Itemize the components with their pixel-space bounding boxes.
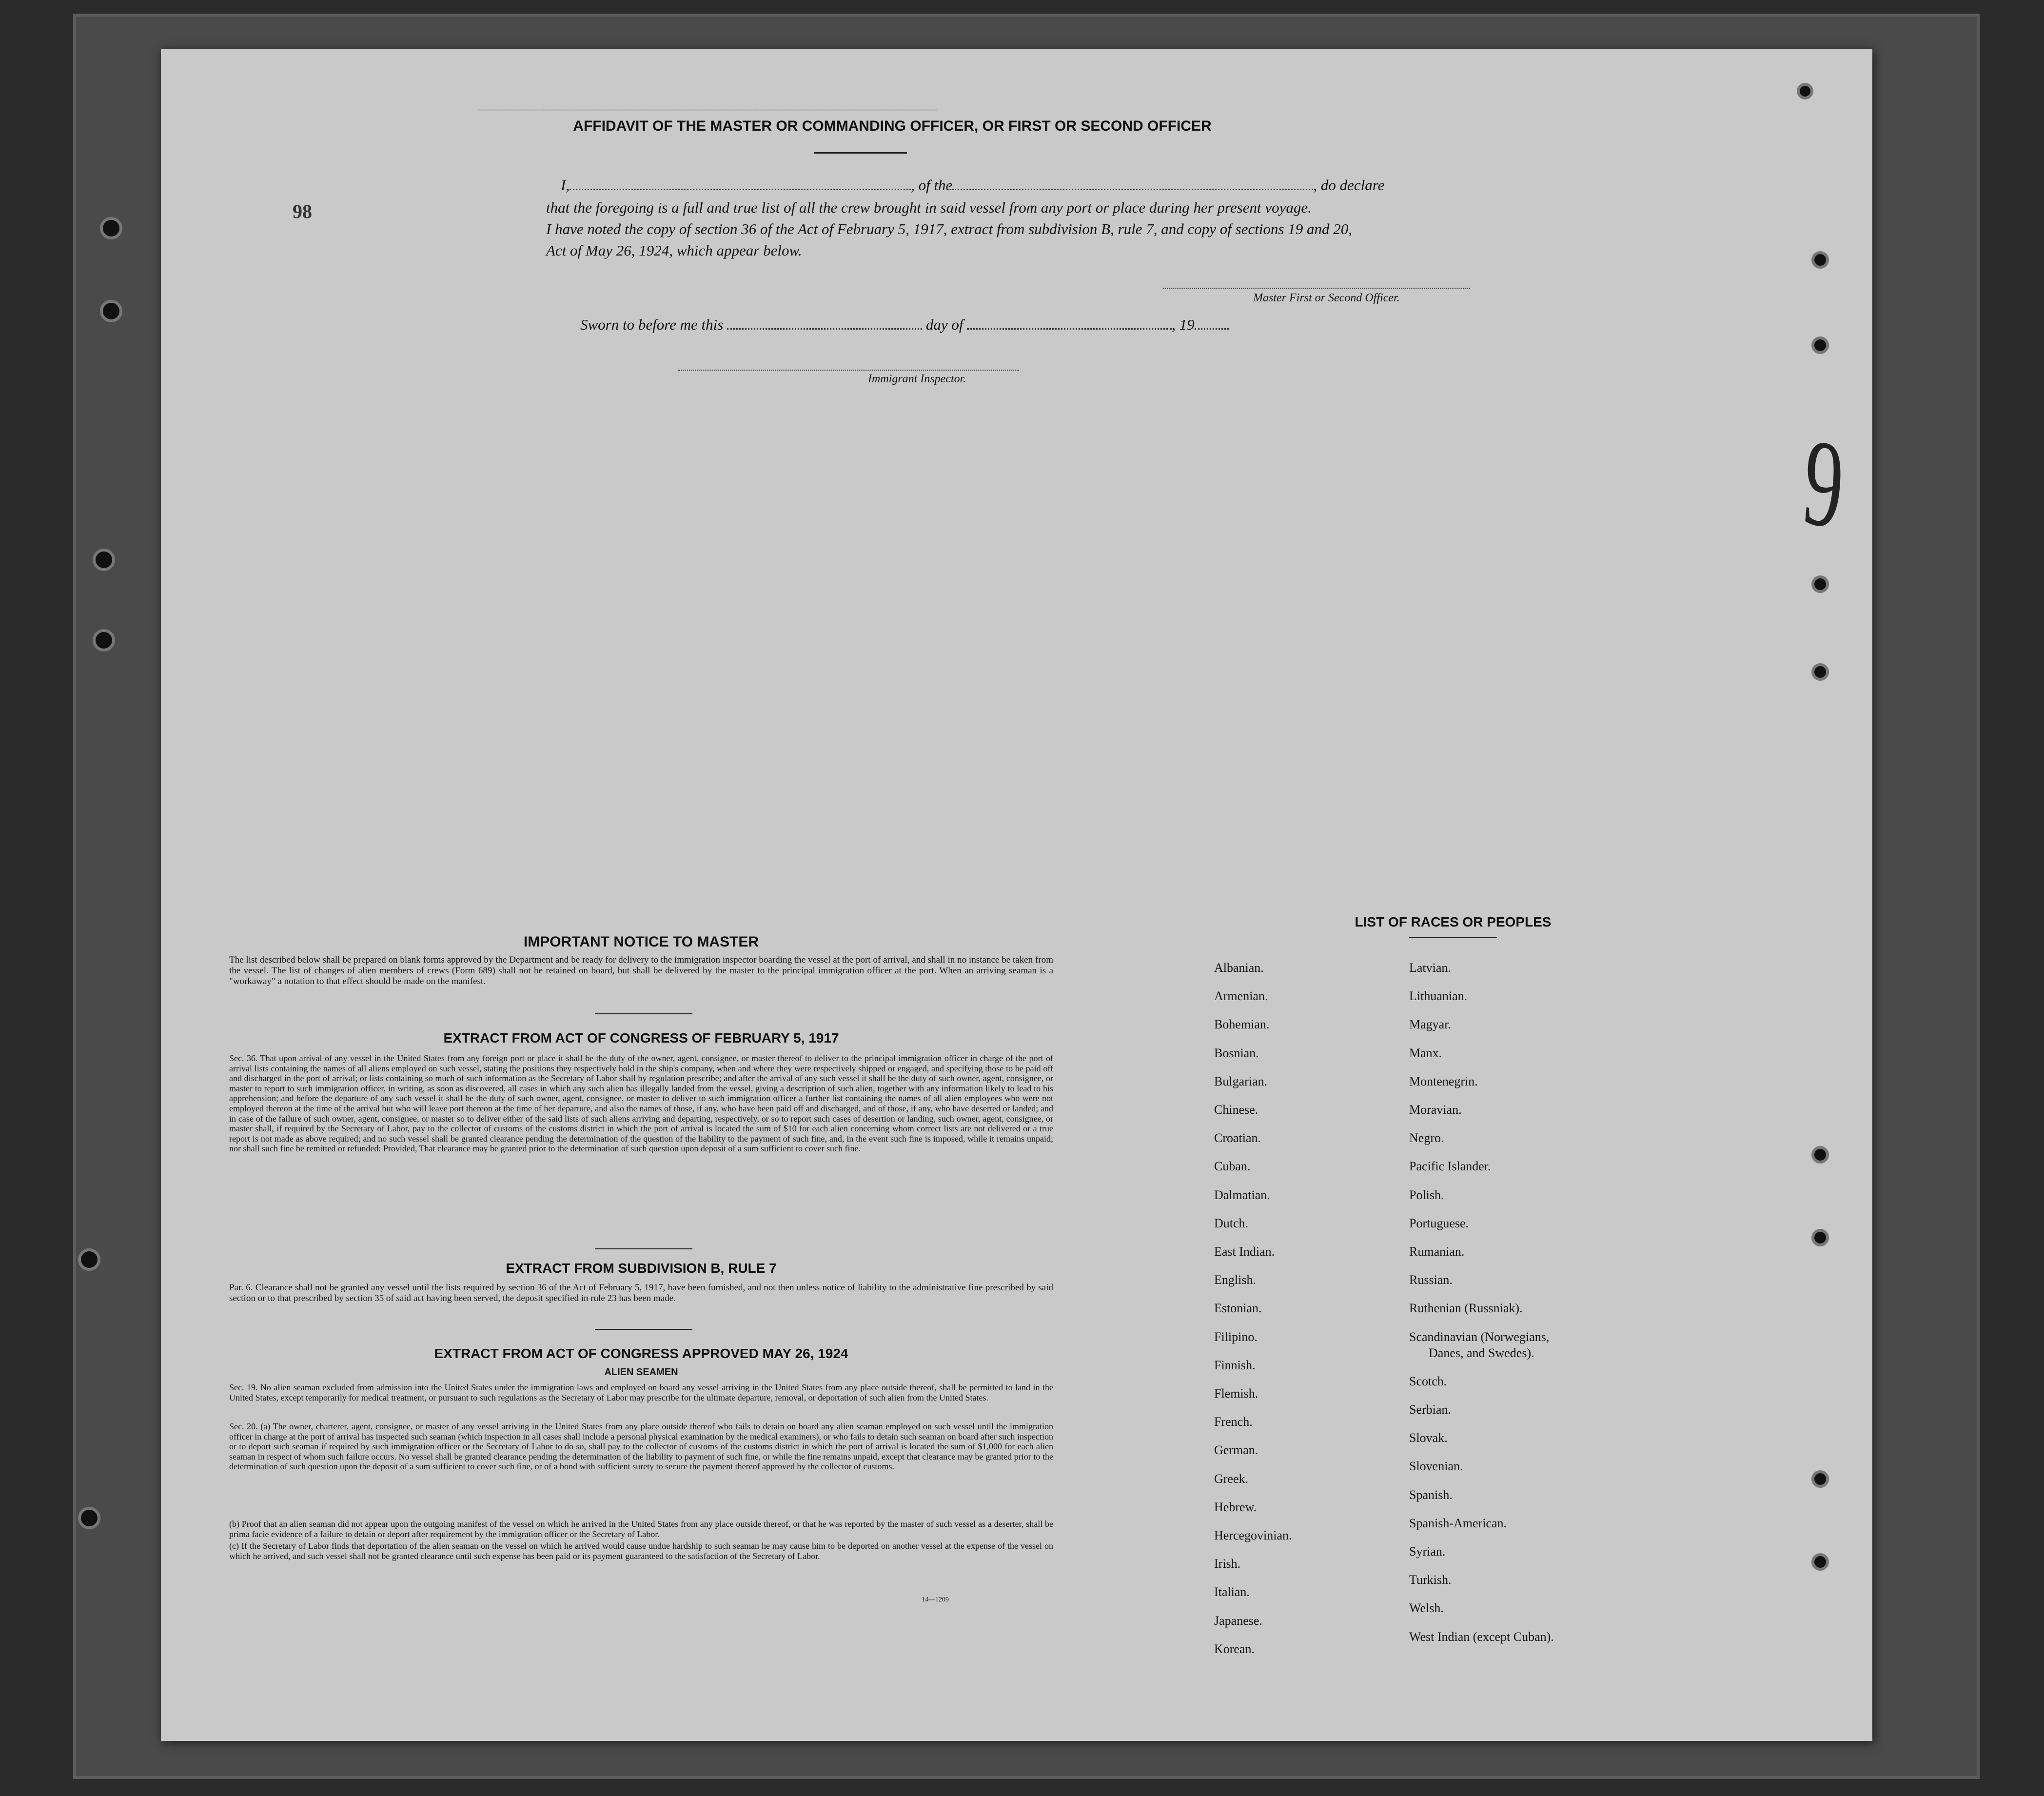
punch-hole [1797,83,1813,99]
race-item: Filipino. [1214,1329,1258,1344]
race-item: Spanish-American. [1409,1516,1507,1530]
affidavit-line-3: I have noted the copy of section 36 of the Act of February 5, 1917, extract from subdivision B, rule 7, and copy of sections 19 and 20, [546,220,1353,237]
affidavit-title: AFFIDAVIT OF THE MASTER OR COMMANDING OFFICER, OR FIRST OR SECOND OFFICER [573,118,1212,134]
race-item: Dalmatian. [1214,1187,1270,1202]
race-item: Albanian. [1214,961,1264,975]
divider [1409,937,1497,938]
affidavit-of-the: , of the [911,177,953,194]
race-item: Croatian. [1214,1131,1261,1145]
binder-hole [78,1248,100,1271]
race-item: Danes, and Swedes). [1429,1345,1534,1360]
race-item: Italian. [1214,1585,1250,1599]
master-signature-line[interactable] [1163,288,1470,289]
race-item: Cuban. [1214,1159,1251,1174]
affidavit-declare: , do declare [1313,177,1385,194]
race-item: Greek. [1214,1471,1249,1486]
extract-1924-title: EXTRACT FROM ACT OF CONGRESS APPROVED MAY 26, 1924 [434,1346,848,1361]
race-item: Slovak. [1409,1431,1448,1445]
race-item: Bohemian. [1214,1017,1270,1032]
day-of-label: day of [925,316,963,333]
extract-1917-title: EXTRACT FROM ACT OF CONGRESS OF FEBRUARY 5, 1917 [443,1030,839,1046]
race-item: Lithuanian. [1409,989,1468,1004]
sec19-text: Sec. 19. No alien seaman excluded from admission into the United States under the immigration laws and employed on board any vessel arriving in the United States from any place outside thereof, shall be permitted to land in the United States, except temporarily for medical treatment, or pursuant to such regulations as the Secretary of Labor may prescribe for the ultimate departure, removal, or deportation of such alien from the United States. [229,1382,1053,1402]
race-item: Montenegrin. [1409,1074,1478,1088]
race-item: French. [1214,1415,1253,1429]
year-label: , 19 [1172,316,1195,333]
race-item: Portuguese. [1409,1216,1469,1230]
affidavit-line-1 [561,177,1384,194]
race-item: Syrian. [1409,1544,1446,1559]
divider [595,1329,692,1330]
binder-hole [93,629,115,651]
race-item: Irish. [1214,1557,1241,1571]
race-item: Armenian. [1214,989,1268,1004]
race-item: Finnish. [1214,1358,1256,1372]
sec20a-text: Sec. 20. (a) The owner, charterer, agent, consignee, or master of any vessel arriving in the United States from any place outside thereof who fails to detain on board any alien seaman employed on such vessel until the immigration officer in charge at the port of arrival has inspected such seaman (which inspection in all cases shall include a personal physical examination by the medical examiners), or who fails to detain such seaman on board after such inspection or to deport such seaman if required by such immigration officer or the Secretary of Labor to do so, shall pay to the collector of customs of the customs district in which the port of arrival is located the sum of $1,000 for each alien seaman in respect of whom such failure occurs. No vessel shall be granted clearance pending the determination of the liability to payment of such fine, or while the fine remains unpaid, except that clearance may be granted prior to the determination of such question upon the deposit of a sum sufficient to cover such fine, or of a bond with sufficient surety to secure the payment thereof approved by the collector of customs. [229,1421,1053,1472]
race-item: Japanese. [1214,1613,1262,1628]
punch-hole [1811,251,1829,269]
race-item: Spanish. [1409,1487,1453,1502]
punch-hole [1811,663,1829,681]
race-item: Pacific Islander. [1409,1159,1491,1174]
name-field[interactable] [570,189,911,190]
race-item: Serbian. [1409,1402,1451,1417]
race-item: Scandinavian (Norwegians, [1409,1329,1550,1344]
race-item: Bulgarian. [1214,1074,1268,1088]
race-item: Magyar. [1409,1017,1451,1032]
race-item: Chinese. [1214,1103,1258,1117]
alien-seamen-subtitle: ALIEN SEAMEN [604,1367,678,1378]
sec20c-text: (c) If the Secretary of Labor finds that deportation of the alien seaman on the vessel on which he arrived would cause undue hardship to such seaman he may cause him to be deported on another vessel at the expense of the vessel on which he arrived, and such vessel shall not be granted clearance until such expense has been paid or its payment guaranteed to the satisfaction of the Secretary of Labor. [229,1541,1053,1561]
race-item: Negro. [1409,1131,1444,1145]
punch-hole [1811,575,1829,593]
race-item: East Indian. [1214,1244,1275,1259]
race-item: Bosnian. [1214,1046,1259,1060]
divider [595,1013,692,1014]
race-item: Polish. [1409,1187,1444,1202]
form-number: 14—1209 [922,1596,949,1603]
race-item: Slovenian. [1409,1459,1463,1474]
divider [595,1248,692,1249]
margin-number: 98 [293,200,312,222]
punch-hole [1811,1553,1829,1571]
race-item: Scotch. [1409,1374,1447,1388]
sworn-label: Sworn to before me this [580,316,724,333]
binder-hole [78,1507,100,1529]
inspector-signature-line[interactable] [678,370,1019,371]
race-item: Moravian. [1409,1103,1462,1117]
sworn-month-field[interactable] [967,328,1172,330]
sworn-year-field[interactable] [1195,328,1229,330]
race-item: Turkish. [1409,1573,1452,1587]
affidavit-i: I, [561,177,570,194]
title-rule [814,152,907,154]
race-item: Korean. [1214,1641,1255,1656]
sworn-line [580,316,1229,334]
race-item: Russian. [1409,1273,1453,1287]
binder-hole [100,300,122,322]
vessel-field[interactable] [952,189,1313,190]
rule7-title: EXTRACT FROM SUBDIVISION B, RULE 7 [506,1261,777,1276]
rule7-text: Par. 6. Clearance shall not be granted any vessel until the lists required by section 36 of the Act of February 5, 1917, have been furnished, and not then unless notice of liability to the administrative fine prescribed by said section or to that prescribed by section 35 of said act having been served, the deposit specified in rule 23 has been made. [229,1283,1053,1303]
affidavit-page [161,49,1872,1741]
race-item: Latvian. [1409,961,1451,975]
notice-text: The list described below shall be prepared on blank forms approved by the Department and be ready for delivery to the immigration inspector boarding the vessel at the port of arrival, and shall in no instance be taken from the vessel. The list of changes of alien members of crews (Form 689) shall not be retained on board, but shall be delivered by the master to the principal immigration officer at the port. When an arriving seaman is a "workaway" a notation to that effect should be made on the manifest. [229,955,1053,987]
punch-hole [1811,1470,1829,1488]
binder-hole [93,549,115,571]
master-signature-label: Master First or Second Officer. [1253,292,1400,304]
race-item: Ruthenian (Russniak). [1409,1301,1523,1316]
races-title: LIST OF RACES OR PEOPLES [1355,914,1552,929]
sworn-day-field[interactable] [727,328,922,330]
punch-hole [1811,336,1829,354]
punch-hole [1811,1229,1829,1246]
race-item: Rumanian. [1409,1244,1465,1259]
race-item: Welsh. [1409,1601,1444,1616]
binder-hole [100,217,122,239]
punch-hole [1811,1146,1829,1164]
sec20b-text: (b) Proof that an alien seaman did not appear upon the outgoing manifest of the vessel on which he arrived in the United States from any place outside thereof, or that he was reported by the master of such vessel as a deserter, shall be prima facie evidence of a failure to detain or deport after requirement by the immigration officer or the Secretary of Labor. [229,1519,1053,1539]
notice-title: IMPORTANT NOTICE TO MASTER [523,934,759,950]
inspector-signature-label: Immigrant Inspector. [868,373,966,385]
race-item: West Indian (except Cuban). [1409,1629,1554,1644]
race-item: Manx. [1409,1046,1442,1060]
affidavit-line-4: Act of May 26, 1924, which appear below. [546,242,802,259]
affidavit-line-2: that the foregoing is a full and true list of all the crew brought in said vessel from any port or place during her present voyage. [546,199,1312,216]
bleed-through: ──────────────────────────── [478,95,937,126]
race-item: Estonian. [1214,1301,1262,1316]
race-item: English. [1214,1273,1256,1287]
race-item: Dutch. [1214,1216,1249,1230]
extract-1917-text: Sec. 36. That upon arrival of any vessel in the United States from any foreign port or place it shall be the duty of the owner, agent, consignee, or master thereof to deliver to the principal immigration officer in charge of the port of arrival lists containing the names of all aliens employed on such vessel, stating the positions they respectively hold in the ship's company, when and where they were respectively shipped or engaged, and specifying those to be paid off and discharged in the port of arrival; or lists containing so much of such information as the Secretary of Labor shall by regulation prescribe; and after the arrival of any such vessel it shall be the duty of such owner, agent, consignee, or master to report to such immigration officer, in writing, as soon as discovered, all cases in which any such alien has illegally landed from the vessel, giving a description of such alien, together with any information likely to lead to his apprehension; and before the departure of any such vessel it shall be the duty of such owner, agent, consignee, or master to deliver to such immigration officer a further list containing the names of all alien employees who were not employed thereon at the time of the arrival but who will leave port thereon at the time of her departure, and also the names of those, if any, who have been paid off and discharged, and of those, if any, who have deserted or landed; and in case of the failure of such owner, agent, consignee, or master so to deliver either of the said lists of such aliens arriving and departing, respectively, or so to report such cases of desertion or landing, such owner, agent, consignee, or master shall, if required by the Secretary of Labor, pay to the collector of customs of the customs district in which the port of arrival is located the sum of $10 for each alien concerning whom correct lists are not delivered or a true report is not made as above required; and no such vessel shall be granted clearance pending the determination of the question of the liability to the payment of such fine, and, in the event such fine is imposed, while it remains unpaid; nor shall such fine be remitted or refunded: Provided, That clearance may be granted prior to the determination of such question upon deposit of a sum sufficient to cover such fine. [229,1053,1053,1154]
race-item: Hebrew. [1214,1500,1257,1514]
race-item: German. [1214,1443,1258,1458]
race-item: Hercegovinian. [1214,1528,1292,1542]
handwritten-page-number: 9 [1798,410,1849,557]
race-item: Flemish. [1214,1386,1258,1401]
